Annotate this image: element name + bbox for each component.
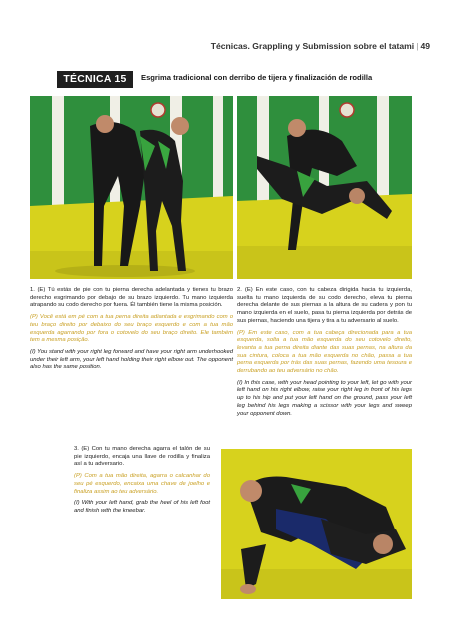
step-1-portuguese: (P) Você está em pé com a tua perna direita adiantada e esgrimando com o teu braço direito por debaixo do seu braço esquerdo e com a tua mão esquerda agarrando por fora o cotovelo do seu braço direito. Ele também tem a mesma posição. bbox=[30, 314, 233, 344]
page-number: 49 bbox=[420, 41, 430, 51]
step-2-text bbox=[237, 287, 412, 422]
step-1-english: (I) You stand with your right leg forward and have your right arm underhooked under their left arm, your left hand holding their right elbow out. The opponent also has the same position. bbox=[30, 348, 233, 371]
header-title: Técnicas. Grappling y Submission sobre el tatami bbox=[210, 41, 415, 51]
header-separator: | bbox=[416, 41, 419, 51]
step-2-photo bbox=[237, 96, 412, 279]
step-3-spanish: 3. (E) Con tu mano derecha agarra el talón de su pie izquierdo, encaja una llave de rodilla y finaliza así a tu adversario. bbox=[74, 446, 210, 468]
step-3-photo bbox=[221, 449, 412, 599]
step-3-english: (I) With your left hand, grab the heel of his left foot and finish with the kneebar. bbox=[74, 500, 210, 514]
step-1-spanish: 1. (E) Tú estás de pie con tu pierna derecha adelantada y tienes tu brazo derecho esgrimando por debajo de su brazo izquierdo. Tu mano izquierda atrapando su codo derecho por fuera. Él también tiene la misma posición. bbox=[30, 287, 233, 309]
step-3-text bbox=[74, 446, 210, 520]
step-2-spanish: 2. (E) En este caso, con tu cabeza dirigida hacia tu izquierda, suelta tu mano izquierda de su codo derecho, eleva tu pierna derecha delante de sus piernas a la altura de su cadera y pon tu mano izquierda en el suelo, pasa tu pierna izquierda por detrás de sus piernas, haciendo una tijera y tira a tu adversario al suelo. bbox=[237, 287, 412, 324]
step-1-photo bbox=[30, 96, 233, 279]
step-2-english: (I) In this case, with your head pointing to your left, let go with your left hand on his right elbow, raise your right leg in front of his legs up to his hip and put your left hand on the ground, pass your left leg behind his legs making a scissor with your legs and sweep your opponent down. bbox=[237, 379, 412, 417]
step-3-portuguese: (P) Com a tua mão direita, agarra o calcanhar do seu pé esquerdo, encaixa uma chave de joelho e finaliza assim ao teu adversário. bbox=[74, 473, 210, 495]
step-2-portuguese: (P) Em este caso, com a tua cabeça direcionada para a tua esquerda, solta a tua mão esquerda do seu cotovelo direito, levanta a tua perna direita diante das suas pernas, na altura da sua cintura, coloca a tua mão esquerda no chão, passa a tua perna esquerda por trás das suas pernas, fazendo uma tesoura e derrubando ao teu adversário no chão. bbox=[237, 329, 412, 375]
page-header bbox=[200, 41, 430, 51]
technique-badge: TÉCNICA 15 bbox=[57, 71, 133, 88]
step-1-text bbox=[30, 287, 233, 376]
technique-title: Esgrima tradicional con derribo de tijera y finalización de rodilla bbox=[141, 73, 373, 82]
